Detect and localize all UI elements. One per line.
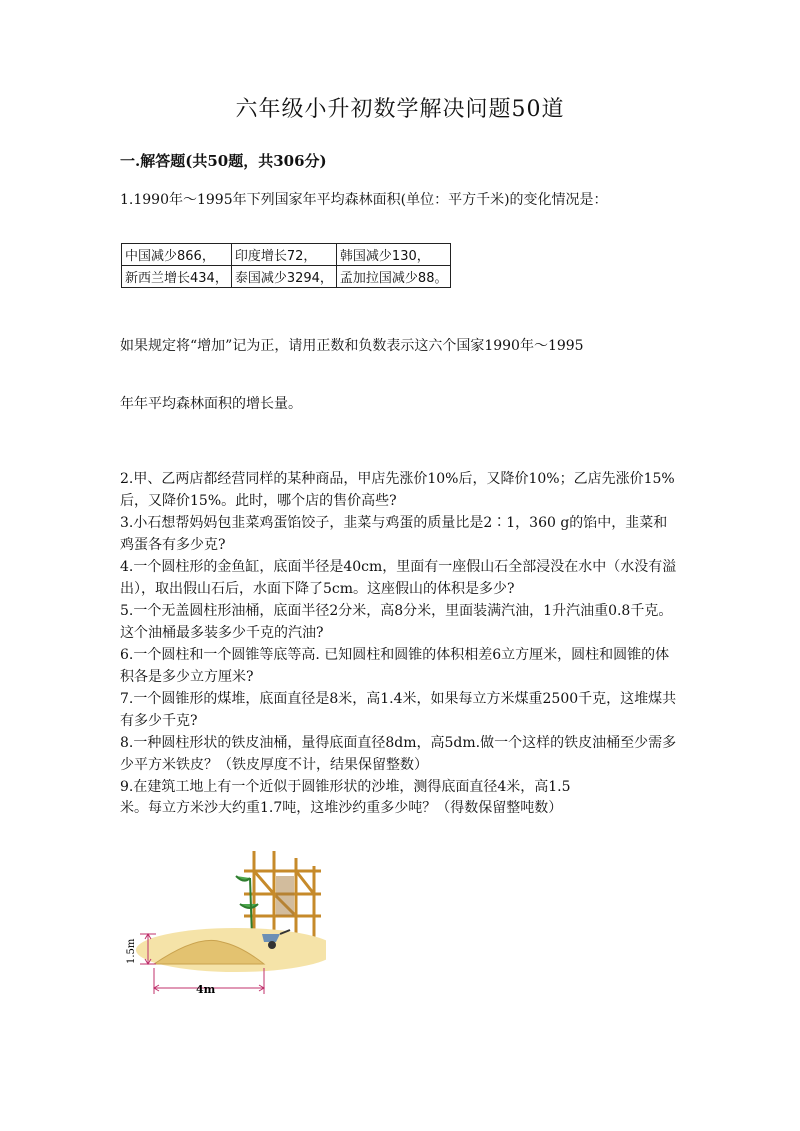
question-1-prompt-line1: 如果规定将“增加”记为正，请用正数和负数表示这六个国家1990年～1995	[120, 338, 584, 354]
forest-area-table	[121, 243, 451, 288]
table-row	[122, 266, 451, 288]
question-2: 2.甲、乙两店都经营同样的某种商品，甲店先涨价10%后，又降价10%；乙店先涨价15%后，又降价15%。此时，哪个店的售价高些?	[120, 471, 675, 509]
question-9-line2: 米。每立方米沙大约重1.7吨，这堆沙约重多少吨？（得数保留整吨数）	[120, 800, 563, 816]
diameter-label: 4m	[196, 983, 216, 996]
question-list	[120, 468, 680, 798]
sand-pile-illustration	[126, 846, 326, 996]
question-1-intro: 1.1990年～1995年下列国家年平均森林面积(单位：平方千米)的变化情况是：	[120, 192, 608, 208]
question-4: 4.一个圆柱形的金鱼缸，底面半径是40cm，里面有一座假山石全部浸没在水中（水没有溢出），取出假山石后，水面下降了5cm。这座假山的体积是多少?	[120, 559, 677, 597]
page-title: 六年级小升初数学解决问题50道	[235, 97, 565, 122]
table-cell: 中国减少866，	[122, 244, 232, 266]
height-label: 1.5m	[126, 938, 137, 964]
building-wall	[276, 876, 294, 916]
table-cell: 韩国减少130，	[336, 244, 451, 266]
question-1-prompt-line2: 年年平均森林面积的增长量。	[120, 396, 302, 412]
question-3: 3.小石想帮妈妈包韭菜鸡蛋馅饺子，韭菜与鸡蛋的质量比是2∶1，360 g的馅中，韭菜和鸡蛋各有多少克?	[120, 515, 668, 553]
table-cell: 孟加拉国减少88。	[336, 266, 451, 288]
sand-pile-figure	[126, 846, 326, 996]
question-9: 9.在建筑工地上有一个近似于圆锥形状的沙堆，测得底面直径4米，高1.5	[120, 779, 571, 795]
question-8: 8.一种圆柱形状的铁皮油桶，量得底面直径8dm，高5dm.做一个这样的铁皮油桶至少需多少平方米铁皮？（铁皮厚度不计，结果保留整数）	[120, 735, 677, 773]
section-heading: 一.解答题(共50题，共306分)	[120, 152, 327, 170]
table-row	[122, 244, 451, 266]
question-7: 7.一个圆锥形的煤堆，底面直径是8米，高1.4米，如果每立方米煤重2500千克，这堆煤共有多少千克?	[120, 691, 677, 729]
question-6: 6.一个圆柱和一个圆锥等底等高. 已知圆柱和圆锥的体积相差6立方厘米，圆柱和圆锥的体积各是多少立方厘米?	[120, 647, 670, 685]
table-cell: 泰国减少3294，	[231, 266, 336, 288]
table-cell: 新西兰增长434，	[122, 266, 232, 288]
table-cell: 印度增长72，	[231, 244, 336, 266]
question-5: 5.一个无盖圆柱形油桶，底面半径2分米，高8分米，里面装满汽油，1升汽油重0.8千克。这个油桶最多装多少千克的汽油?	[120, 603, 673, 641]
